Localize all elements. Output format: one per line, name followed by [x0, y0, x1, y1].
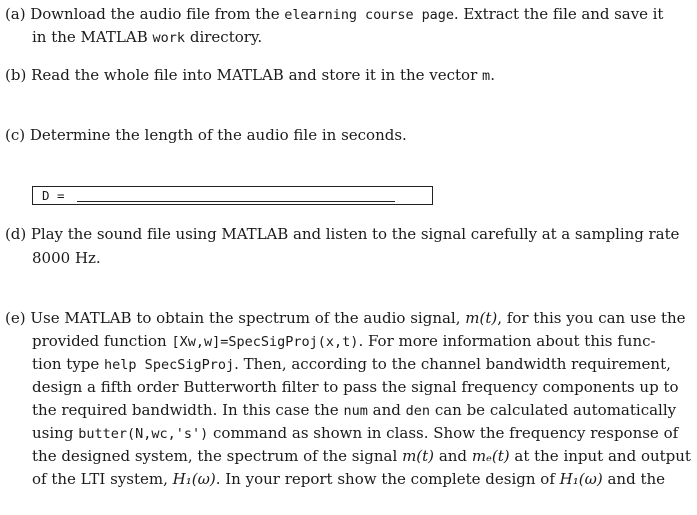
part-e-line-2: provided function [Xw,w]=SpecSigProj(x,t). For more information about this func-: [32, 332, 656, 350]
answer-line: [77, 201, 395, 202]
part-b-line: (b) Read the whole file into MATLAB and store it in the vector m.: [5, 66, 495, 84]
part-c-label: (c): [5, 126, 26, 144]
part-a-label: (a): [5, 5, 26, 23]
butter-command-code: butter(N,wc,'s'): [78, 426, 209, 442]
part-a-line-1: (a) Download the audio file from the elearning course page. Extract the file and save it: [5, 5, 664, 23]
part-e-line-3: tion type help SpecSigProj. Then, according to the channel bandwidth requirement,: [32, 355, 671, 373]
part-d-line-1: (d) Play the sound file using MATLAB and listen to the signal carefully at a sampling rate: [5, 225, 680, 243]
work-dir-code: work: [152, 30, 186, 46]
answer-box[interactable]: [32, 186, 433, 205]
vector-m-code: m: [482, 68, 491, 84]
part-e-label: (e): [5, 309, 26, 327]
help-command-code: help SpecSigProj: [104, 357, 235, 373]
num-code: num: [343, 403, 368, 419]
part-e-line-1: (e) Use MATLAB to obtain the spectrum of the audio signal, m(t), for this you can use the: [5, 309, 686, 327]
part-e-line-7: the designed system, the spectrum of the signal m(t) and mₑ(t) at the input and output: [32, 447, 691, 465]
part-a-line-2: in the MATLAB work directory.: [32, 28, 263, 46]
specsigproj-call-code: [Xw,w]=SpecSigProj(x,t): [171, 334, 359, 350]
part-e-line-5: the required bandwidth. In this case the num and den can be calculated automatically: [32, 401, 677, 419]
part-e-line-8: of the LTI system, H₁(ω). In your report show the complete design of H₁(ω) and the: [32, 470, 666, 488]
part-e-line-6: using butter(N,wc,'s') command as shown in class. Show the frequency response of: [32, 424, 679, 442]
part-e-line-4: design a fifth order Butterworth filter to pass the signal frequency components up to: [32, 378, 679, 396]
den-code: den: [405, 403, 431, 419]
course-page-code: elearning course page: [284, 7, 454, 23]
part-c-line: (c) Determine the length of the audio file in seconds.: [5, 126, 407, 144]
part-d-line-2: 8000 Hz.: [32, 249, 101, 267]
answer-label: D =: [42, 188, 65, 203]
part-d-label: (d): [5, 225, 27, 243]
part-b-label: (b): [5, 66, 27, 84]
